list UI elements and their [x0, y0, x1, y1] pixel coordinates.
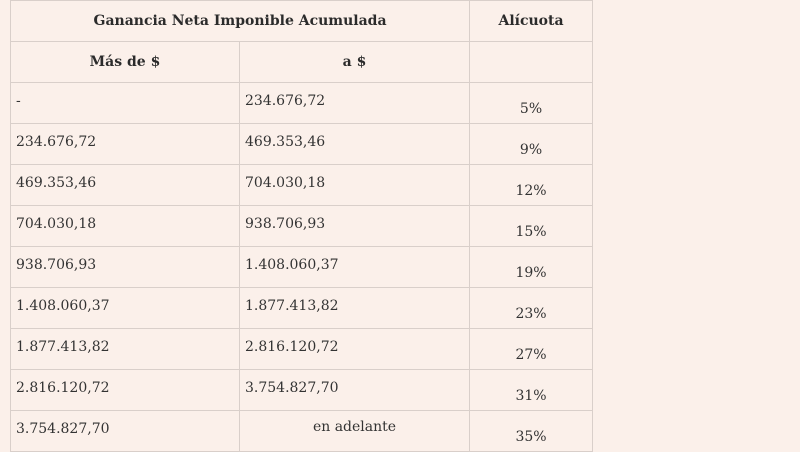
cell-to: 234.676,72: [240, 83, 470, 124]
cell-from: 1.408.060,37: [11, 288, 240, 329]
cell-rate: 23%: [470, 288, 593, 329]
cell-to: 704.030,18: [240, 165, 470, 206]
header-cumulative-net-income: Ganancia Neta Imponible Acumulada: [11, 1, 470, 42]
cell-from: 234.676,72: [11, 124, 240, 165]
table-row: [11, 247, 593, 288]
tax-rate-table: [10, 0, 593, 452]
cell-from: -: [11, 83, 240, 124]
header-row-1: [11, 1, 593, 42]
cell-from: 704.030,18: [11, 206, 240, 247]
header-to: a $: [240, 42, 470, 83]
table-row: [11, 124, 593, 165]
cell-rate: 5%: [470, 83, 593, 124]
cell-to: 469.353,46: [240, 124, 470, 165]
cell-from: 3.754.827,70: [11, 411, 240, 452]
table-row: [11, 83, 593, 124]
table-row: [11, 288, 593, 329]
header-rate: Alícuota: [470, 1, 593, 42]
table-row: [11, 411, 593, 452]
header-row-2: [11, 42, 593, 83]
cell-rate: 27%: [470, 329, 593, 370]
cell-to: 3.754.827,70: [240, 370, 470, 411]
table-row: [11, 206, 593, 247]
table-body: [11, 83, 593, 452]
cell-from: 1.877.413,82: [11, 329, 240, 370]
cell-to: 1.877.413,82: [240, 288, 470, 329]
cell-rate: 15%: [470, 206, 593, 247]
cell-to: en adelante: [240, 411, 470, 452]
cell-from: 2.816.120,72: [11, 370, 240, 411]
cell-rate: 35%: [470, 411, 593, 452]
cell-rate: 9%: [470, 124, 593, 165]
header-from: Más de $: [11, 42, 240, 83]
table-row: [11, 329, 593, 370]
cell-rate: 12%: [470, 165, 593, 206]
cell-from: 469.353,46: [11, 165, 240, 206]
cell-to: 938.706,93: [240, 206, 470, 247]
cell-from: 938.706,93: [11, 247, 240, 288]
header-empty: [470, 42, 593, 83]
cell-rate: 31%: [470, 370, 593, 411]
table-row: [11, 165, 593, 206]
cell-to: 1.408.060,37: [240, 247, 470, 288]
cell-to: 2.816.120,72: [240, 329, 470, 370]
table-row: [11, 370, 593, 411]
cell-rate: 19%: [470, 247, 593, 288]
